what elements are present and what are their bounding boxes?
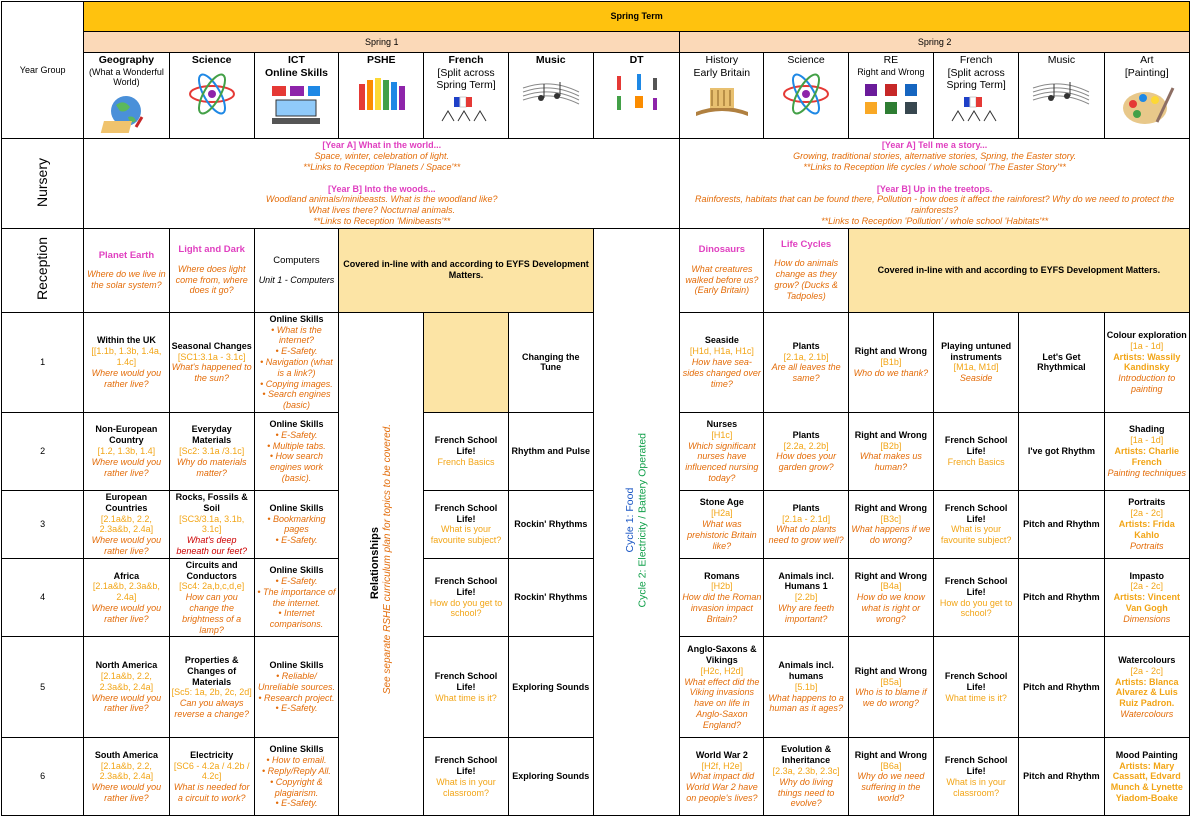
y1-ict: Online Skills • What is the internet? • E-Safety. • Navigation (what is a link?) • Copying images. • Search engines (basic) (254, 312, 338, 412)
y3-science: Rocks, Fossils & Soil [SC3/3.1a, 3.1b, 3.1c] What's deep beneath our feet? (169, 490, 254, 558)
y3-history: Stone Age [H2a] What was prehistoric Britain like? (680, 490, 764, 558)
computer-collage-icon (266, 82, 326, 128)
y1-geography: Within the UK [[1.1b, 1.3b, 1.4a, 1.4c] Where would you rather live? (84, 312, 169, 412)
y5-ict: Online Skills • Reliable/ Unreliable sources. • Research project. • E-Safety. (254, 637, 338, 738)
y6-music: Exploring Sounds (508, 738, 593, 816)
y5-french-2: French School Life! What time is it? (934, 637, 1019, 738)
y1-music-2: Let's Get Rhythmical (1019, 312, 1104, 412)
y3-ict: Online Skills • Bookmarking pages • E-Safety. (254, 490, 338, 558)
y4-art: Impasto [2a - 2c] Artists: Vincent Van Gogh Dimensions (1104, 558, 1189, 637)
y2-music-2: I've got Rhythm (1019, 412, 1104, 490)
palette-icon (1117, 82, 1177, 128)
y1-french-2: Playing untuned instruments [M1a, M1d] Seaside (934, 312, 1019, 412)
atom-icon (182, 70, 242, 116)
music-notes-icon (1031, 70, 1091, 116)
y4-music: Rockin' Rhythms (508, 558, 593, 637)
subject-french-spring1: French [Split across Spring Term] (424, 53, 508, 139)
y2-art: Shading [1a - 1d] Artists: Charlie French Painting techniques (1104, 412, 1189, 490)
spring-term-curriculum-table (1, 1, 1190, 816)
y1-science: Seasonal Changes [SC1:3.1a - 3.1c] What's happened to the sun? (169, 312, 254, 412)
subject-science-spring2: Science (764, 53, 848, 139)
subject-music-spring1: Music (508, 53, 593, 139)
y3-french-2: French School Life! What is your favourite subject? (934, 490, 1019, 558)
french-school-icon (946, 95, 1006, 123)
y2-history: Nurses [H1c] Which significant nurses have influenced nursing today? (680, 412, 764, 490)
music-notes-icon (521, 70, 581, 116)
y6-ict: Online Skills • How to email. • Reply/Reply All. • Copyright & plagiarism. • E-Safety. (254, 738, 338, 816)
spring-2-header: Spring 2 (680, 32, 1190, 53)
page-title: Spring Term (84, 2, 1190, 32)
nursery-spring2: [Year A] Tell me a story... Growing, traditional stories, alternative stories, Spring, the Easter story. **Links to Reception life cycles / whole school 'The Easter Story'** [Year B] Up in the treetops. Rainforests, habitats that can be found there, Pollution - how does it affect the rainforest? Why do we need to protect the rainforests? **Links to Reception 'Pollution' / whole school 'Habitats'** (680, 139, 1190, 229)
subject-dt: DT (593, 53, 679, 139)
y1-science-2: Plants [2.1a, 2.1b] Are all leaves the same? (764, 312, 848, 412)
dt-cycles-merged: Cycle 1: Food Cycle 2: Electricity / Battery Operated (593, 228, 679, 816)
nursery-spring1: [Year A] What in the world... Space, winter, celebration of light. **Links to Reception 'Planets / Space'** [Year B] Into the woods... Woodland animals/minibeasts. What is the woodland like? What lives there? Nocturnal animals. **Links to Reception 'Minibeasts'** (84, 139, 680, 229)
y2-french: French School Life! French Basics (424, 412, 508, 490)
y2-re: Right and Wrong [B2b] What makes us human? (848, 412, 933, 490)
y6-science: Electricity [SC6 - 4.2a / 4.2b / 4.2c] What is needed for a circuit to work? (169, 738, 254, 816)
reception-science-2: Life Cycles How do animals change as they grow? (Ducks & Tadpoles) (764, 228, 848, 312)
y3-music-2: Pitch and Rhythm (1019, 490, 1104, 558)
history-book-icon (692, 82, 752, 118)
y2-science: Everyday Materials [Sc2: 3.1a /3.1c] Why do materials matter? (169, 412, 254, 490)
reception-science: Light and Dark Where does light come from, where does it go? (169, 228, 254, 312)
pshe-relationships-merged: Relationships See separate RSHE curriculum plan for topics to be covered. (339, 312, 424, 816)
subject-pshe: PSHE (339, 53, 424, 139)
y5-french: French School Life! What time is it? (424, 637, 508, 738)
y3-re: Right and Wrong [B3c] What happens if we do wrong? (848, 490, 933, 558)
reception-eyfs-spring1: Covered in-line with and according to EYFS Development Matters. (339, 228, 594, 312)
row-label-year-2: 2 (2, 412, 84, 490)
hands-icon (351, 70, 411, 116)
y5-music: Exploring Sounds (508, 637, 593, 738)
y1-re: Right and Wrong [B1b] Who do we thank? (848, 312, 933, 412)
tools-icon (607, 70, 667, 116)
y4-re: Right and Wrong [B4a] How do we know what is right or wrong? (848, 558, 933, 637)
y3-french: French School Life! What is your favourite subject? (424, 490, 508, 558)
french-school-icon (436, 95, 496, 123)
reception-ict: Computers Unit 1 - Computers (254, 228, 338, 312)
row-label-year-3: 3 (2, 490, 84, 558)
spring-1-header: Spring 1 (84, 32, 680, 53)
y5-science: Properties & Changes of Materials [Sc5: 1a, 2b, 2c, 2d] Can you always reverse a change? (169, 637, 254, 738)
y5-music-2: Pitch and Rhythm (1019, 637, 1104, 738)
y4-science: Circuits and Conductors [Sc4: 2a,b,c,d,e] How can you change the brightness of a lamp? (169, 558, 254, 637)
y6-art: Mood Painting Artists: Mary Cassatt, Edvard Munch & Lynette Yiadom-Boake (1104, 738, 1189, 816)
y5-re: Right and Wrong [B5a] Who is to blame if we do wrong? (848, 637, 933, 738)
y3-art: Portraits [2a - 2c] Artists: Frida Kahlo Portraits (1104, 490, 1189, 558)
y4-science-2: Animals incl. Humans 1 [2.2b] Why are feeth important? (764, 558, 848, 637)
y1-history: Seaside [H1d, H1a, H1c] How have sea-sides changed over time? (680, 312, 764, 412)
y1-music: Changing the Tune (508, 312, 593, 412)
y6-science-2: Evolution & Inheritance [2.3a, 2.3b, 2.3c] Why do living things need to evolve? (764, 738, 848, 816)
atom-icon (776, 70, 836, 116)
row-label-reception: Reception (2, 228, 84, 312)
y4-history: Romans [H2b] How did the Roman invasion impact Britain? (680, 558, 764, 637)
subject-history: History Early Britain (680, 53, 764, 139)
y6-music-2: Pitch and Rhythm (1019, 738, 1104, 816)
y4-french-2: French School Life! How do you get to school? (934, 558, 1019, 637)
y6-french-2: French School Life! What is in your classroom? (934, 738, 1019, 816)
y4-ict: Online Skills • E-Safety. • The importance of the internet. • Internet comparisons. (254, 558, 338, 637)
y5-history: Anglo-Saxons & Vikings [H2c, H2d] What effect did the Viking invasions have on life in Anglo-Saxon England? (680, 637, 764, 738)
row-label-nursery: Nursery (2, 139, 84, 229)
y3-music: Rockin' Rhythms (508, 490, 593, 558)
y2-ict: Online Skills • E-Safety. • Multiple tabs. • How search engines work (basic). (254, 412, 338, 490)
subject-french-spring2: French [Split across Spring Term] (934, 53, 1019, 139)
y2-science-2: Plants [2.2a, 2.2b] How does your garden grow? (764, 412, 848, 490)
reception-geography: Planet Earth Where do we live in the solar system? (84, 228, 169, 312)
reception-history: Dinosaurs What creatures walked before us? (Early Britain) (680, 228, 764, 312)
y2-music: Rhythm and Pulse (508, 412, 593, 490)
y5-art: Watercolours [2a - 2c] Artists: Blanca Alvarez & Luis Ruiz Padron. Watercolours (1104, 637, 1189, 738)
y4-french: French School Life! How do you get to school? (424, 558, 508, 637)
subject-science-spring1: Science (169, 53, 254, 139)
y3-geography: European Countries [2.1a&b, 2.2, 2.3a&b, 2.4a] Where would you rather live? (84, 490, 169, 558)
map-globe-icon (96, 91, 156, 137)
y6-history: World War 2 [H2f, H2e] What impact did World War 2 have on people's lives? (680, 738, 764, 816)
subject-ict: ICT Online Skills (254, 53, 338, 139)
row-label-year-1: 1 (2, 312, 84, 412)
year-group-header: Year Group (2, 2, 84, 139)
row-label-year-4: 4 (2, 558, 84, 637)
subject-art: Art [Painting] (1104, 53, 1189, 139)
y2-geography: Non-European Country [1.2, 1.3b, 1.4] Where would you rather live? (84, 412, 169, 490)
subject-geography: Geography (What a Wonderful World) (84, 53, 169, 139)
y4-geography: Africa [2.1a&b, 2.3a&b, 2.4a] Where would you rather live? (84, 558, 169, 637)
y6-french: French School Life! What is in your classroom? (424, 738, 508, 816)
subject-music-spring2: Music (1019, 53, 1104, 139)
y6-re: Right and Wrong [B6a] Why do we need suffering in the world? (848, 738, 933, 816)
y5-science-2: Animals incl. humans [5.1b] What happens to a human as it ages? (764, 637, 848, 738)
reception-eyfs-spring2: Covered in-line with and according to EYFS Development Matters. (848, 228, 1189, 312)
religion-symbols-icon (861, 80, 921, 120)
y5-geography: North America [2.1a&b, 2.2, 2.3a&b, 2.4a] Where would you rather live? (84, 637, 169, 738)
y6-geography: South America [2.1a&b, 2.2, 2.3a&b, 2.4a] Where would you rather live? (84, 738, 169, 816)
row-label-year-6: 6 (2, 738, 84, 816)
row-label-year-5: 5 (2, 637, 84, 738)
y4-music-2: Pitch and Rhythm (1019, 558, 1104, 637)
y3-science-2: Plants [2.1a - 2.1d] What do plants need to grow well? (764, 490, 848, 558)
subject-re: RE Right and Wrong (848, 53, 933, 139)
y1-art: Colour exploration [1a - 1d] Artists: Wassily Kandinsky Introduction to painting (1104, 312, 1189, 412)
y1-french (424, 312, 508, 412)
y2-french-2: French School Life! French Basics (934, 412, 1019, 490)
